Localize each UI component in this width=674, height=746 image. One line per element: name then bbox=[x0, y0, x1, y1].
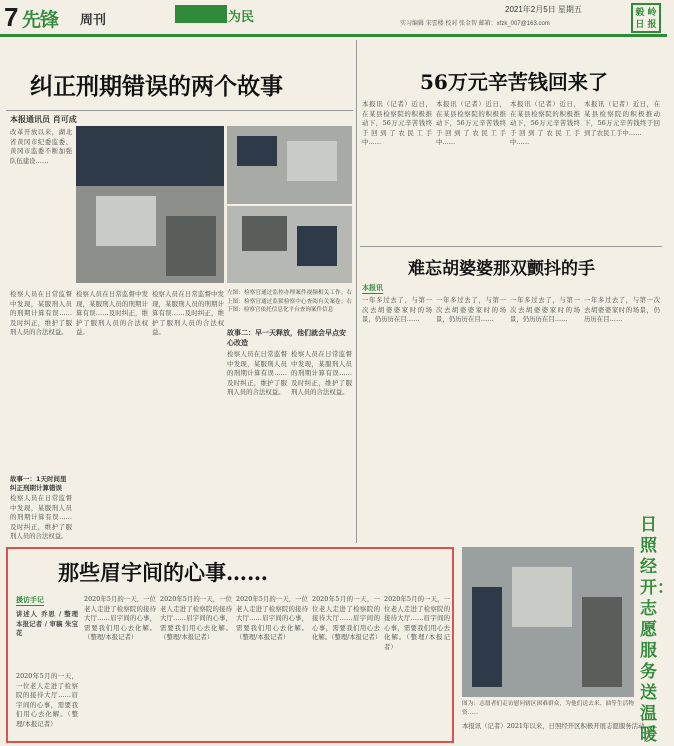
story3-body-col1: 一年多过去了，与第一次去胡婆婆家时的场景，仍历历在目…… bbox=[362, 296, 432, 324]
story2-body-col2: 本报讯（记者）近日，在某县检察院的积极推动下，56万元辛苦钱终于回到了农民工手中…… bbox=[436, 100, 506, 147]
theme-bar bbox=[175, 5, 227, 23]
story1-headline: 纠正刑期错误的两个故事 bbox=[30, 73, 283, 100]
story4-headline: 那些眉宇间的心事…… bbox=[58, 560, 268, 585]
column-divider bbox=[356, 40, 357, 543]
story4-body-col4: 2020年5月的一天，一位老人走进了检察院的接待大厅……眉宇间的心事，需要我们用心去化解。（整理/本报记者） bbox=[236, 595, 308, 642]
divider bbox=[6, 110, 353, 111]
story2-body-col3: 本报讯（记者）近日，在某县检察院的积极推动下，56万元辛苦钱终于回到了农民工手中…… bbox=[510, 100, 580, 147]
story3-body-col3: 一年多过去了，与第一次去胡婆婆家时的场景，仍历历在目…… bbox=[510, 296, 580, 324]
story1-photo-main bbox=[76, 126, 224, 283]
paper-stamp-logo: 毅 岭 日 报 bbox=[631, 3, 661, 33]
story1-body-col1: 检察人员在日常监督中发现，某服刑人员的刑期计算有误……及时纠正，维护了服刑人员的合法权益。 bbox=[10, 290, 72, 337]
story1-body-col2: 检察人员在日常监督中发现，某服刑人员的刑期计算有误……及时纠正，维护了服刑人员的合法权益。 bbox=[76, 290, 148, 337]
story3-tag: 本报讯 bbox=[362, 284, 383, 292]
story4-body-col1: 2020年5月的一天，一位老人走进了检察院的接待大厅……眉宇间的心事，需要我们用心去化解。（整理/本报记者） bbox=[16, 672, 78, 728]
story4-body-col5: 2020年5月的一天，一位老人走进了检察院的接待大厅……眉宇间的心事，需要我们用心去化解。（整理/本报记者） bbox=[312, 595, 382, 642]
story4-credits: 讲述人 乔思 / 整理 本报记者 / 审稿 朱宝花 bbox=[16, 610, 78, 638]
story4-tag: 援访手记 bbox=[16, 596, 44, 604]
story4-body-col6: 2020年5月的一天，一位老人走进了检察院的接待大厅……眉宇间的心事，需要我们用心去化解。（整理/本报记者） bbox=[384, 595, 450, 651]
page-name: 先锋 bbox=[22, 10, 59, 31]
story2-body-col1: 本报讯（记者）近日，在某县检察院的积极推动下，56万元辛苦钱终于回到了农民工手中…… bbox=[362, 100, 432, 147]
story1-subheading-1: 故事一：1天时间里纠正刑期计算错误 bbox=[10, 475, 67, 492]
story1-photo-top-right bbox=[227, 126, 352, 204]
story1-body-col5: 检察人员在日常监督中发现，某服刑人员的刑期计算有误……及时纠正，维护了服刑人员的合法权益。 bbox=[291, 350, 352, 397]
masthead-rule bbox=[0, 34, 667, 37]
story1-body-col3: 检察人员在日常监督中发现，某服刑人员的刑期计算有误……及时纠正，维护了服刑人员的合法权益。 bbox=[152, 290, 224, 337]
story5-body: 本报讯（记者）2021年以来，日照经开区积极开展志愿服务活动…… bbox=[462, 722, 658, 730]
story4-body-col2: 2020年5月的一天，一位老人走进了检察院的接待大厅……眉宇间的心事，需要我们用心去化解。（整理/本报记者） bbox=[84, 595, 156, 642]
theme-label: 为民 bbox=[228, 10, 255, 25]
story1-photo-bottom-right bbox=[227, 206, 352, 283]
story2-body-col4: 本报讯（记者）近日，在某县检察院的积极推动下，56万元辛苦钱终于回到了农民工手中…… bbox=[584, 100, 660, 137]
divider bbox=[360, 246, 662, 247]
story5-photo bbox=[462, 547, 634, 697]
story3-headline: 难忘胡婆婆那双颤抖的手 bbox=[408, 259, 595, 279]
editors-line: 实习编辑 宋雲楼 校对 张金智 邮箱：xfzk_007@163.com bbox=[400, 21, 550, 27]
story3-body-col4: 一年多过去了，与第一次去胡婆婆家时的场景，仍历历在目…… bbox=[584, 296, 660, 324]
story1-byline: 本报通讯员 肖可成 bbox=[10, 115, 77, 124]
story1-body-col1b: 检察人员在日常监督中发现，某服刑人员的刑期计算有误……及时纠正，维护了服刑人员的合法权益。 bbox=[10, 494, 72, 541]
page-number: 7 bbox=[4, 2, 19, 32]
masthead bbox=[0, 0, 667, 34]
story2-headline: 56万元辛苦钱回来了 bbox=[420, 70, 608, 94]
story5-vertical-headline: 日照经开：志愿服务送温暖 bbox=[640, 515, 674, 745]
page-sub: 周刊 bbox=[80, 13, 107, 28]
story3-body-col2: 一年多过去了，与第一次去胡婆婆家时的场景，仍历历在目…… bbox=[436, 296, 506, 324]
story1-body-left: 改革开放以来，湖北省黄冈市纪委监委、黄冈市监委不断加强队伍建设…… bbox=[10, 128, 72, 165]
story5-caption: 图为：志愿者们走访慰问辖区困难群众，为他们送去米、油等生活物资…… bbox=[462, 701, 634, 716]
story4-body-col3: 2020年5月的一天，一位老人走进了检察院的接待大厅……眉宇间的心事，需要我们用心去化解。（整理/本报记者） bbox=[160, 595, 232, 642]
story1-body-col4: 检察人员在日常监督中发现，某服刑人员的刑期计算有误……及时纠正，维护了服刑人员的合法权益。 bbox=[227, 350, 287, 397]
date-line: 2021年2月5日 星期五 bbox=[505, 5, 582, 14]
story1-subheading-2: 故事二：早一天释放，他们就会早点安心改造 bbox=[227, 329, 346, 347]
story1-photo-caption: 左图：检察官通过监控办理案件视频相关工作；右上图：检察官通过监狱检察中心查阅有关案卷；右下图：检察官依托信息化平台查询案件信息 bbox=[227, 290, 352, 313]
